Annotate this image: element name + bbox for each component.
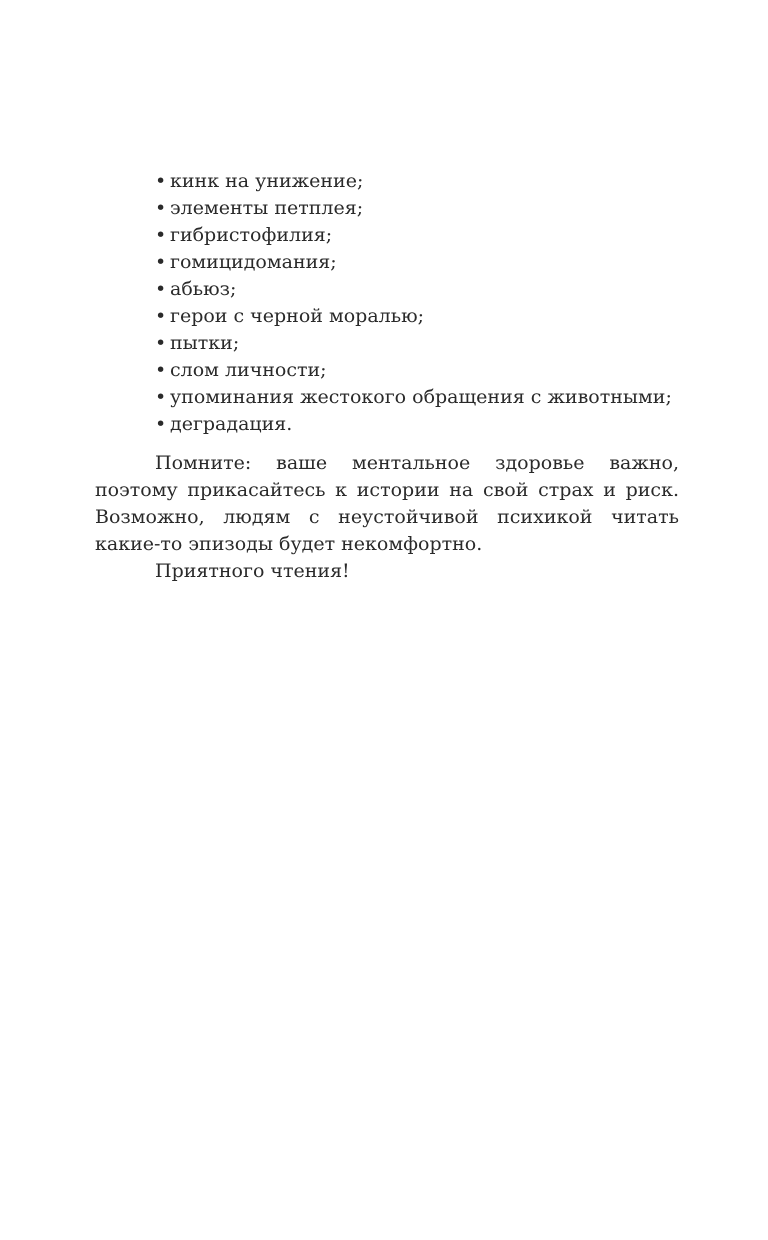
bullet-icon: • bbox=[155, 251, 167, 273]
content-warnings-list bbox=[95, 168, 679, 438]
list-item-text: элементы петплея; bbox=[170, 197, 364, 219]
list-item-text: кинк на унижение; bbox=[170, 170, 364, 192]
list-item bbox=[155, 168, 679, 195]
bullet-icon: • bbox=[155, 413, 167, 435]
list-item-text: пытки; bbox=[170, 332, 240, 354]
list-item bbox=[155, 303, 679, 330]
list-item bbox=[155, 411, 679, 438]
mental-health-paragraph: Помните: ваше ментальное здоровье важно, поэтому прикасайтесь к истории на свой страх и риск. Возможно, людям с неустойчивой психикой читать какие-то эпизоды будет некомфортно. bbox=[95, 452, 679, 555]
page-text bbox=[95, 168, 679, 585]
bullet-icon: • bbox=[155, 359, 167, 381]
list-item-text: слом личности; bbox=[170, 359, 327, 381]
list-item-text: деградация. bbox=[170, 413, 293, 435]
list-item bbox=[155, 330, 679, 357]
list-item bbox=[155, 384, 679, 411]
list-item-text: упоминания жестокого обращения с животными; bbox=[170, 386, 672, 408]
list-item-text: герои с черной моралью; bbox=[170, 305, 425, 327]
list-item-text: гомицидомания; bbox=[170, 251, 337, 273]
bullet-icon: • bbox=[155, 197, 167, 219]
list-item bbox=[155, 276, 679, 303]
bullet-icon: • bbox=[155, 386, 167, 408]
list-item bbox=[155, 249, 679, 276]
list-item bbox=[155, 357, 679, 384]
bullet-icon: • bbox=[155, 278, 167, 300]
list-item-text: гибристофилия; bbox=[170, 224, 333, 246]
bullet-icon: • bbox=[155, 332, 167, 354]
bullet-icon: • bbox=[155, 224, 167, 246]
bullet-icon: • bbox=[155, 170, 167, 192]
list-item-text: абьюз; bbox=[170, 278, 237, 300]
closing-paragraph: Приятного чтения! bbox=[155, 560, 350, 582]
list-item bbox=[155, 222, 679, 249]
bullet-icon: • bbox=[155, 305, 167, 327]
list-item bbox=[155, 195, 679, 222]
